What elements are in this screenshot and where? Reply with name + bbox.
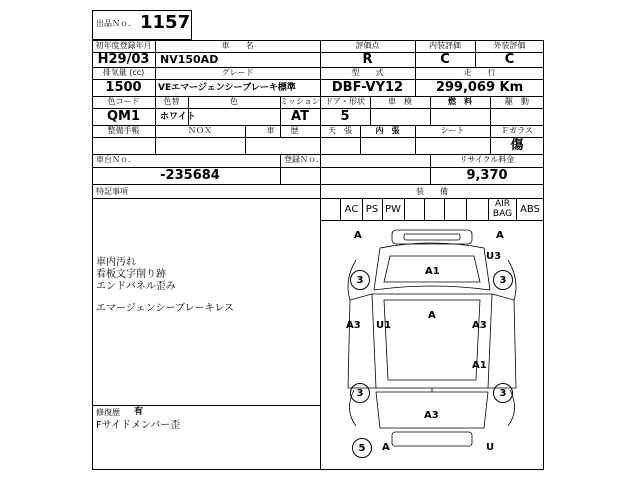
- damage-front-right: A: [496, 230, 504, 241]
- eval-header: 評価点: [355, 41, 380, 50]
- car-name-header: 車 名: [221, 41, 254, 50]
- color-code-header: 色コード: [107, 97, 140, 106]
- year-value: H29/03: [97, 52, 150, 67]
- color-value: ホワイト: [160, 112, 196, 122]
- damage-front-left: A: [354, 230, 362, 241]
- history-header: 車 歴: [266, 126, 299, 135]
- doors-header: ドア・形状: [325, 97, 365, 106]
- nox-header: ＮＯＸ: [188, 126, 212, 135]
- remark-line-3: エンドパネル歪み: [96, 281, 176, 292]
- tire-front-right: 3: [493, 270, 513, 290]
- damage-roof: A: [428, 310, 436, 321]
- grade-header: グレード: [221, 68, 254, 77]
- color-code-value: QM1: [106, 109, 141, 124]
- damage-hood: A1: [425, 266, 440, 277]
- equip-abs: ABS: [520, 204, 540, 215]
- damage-pillar-left: U1: [376, 320, 392, 331]
- equip-ps: PS: [365, 204, 379, 215]
- recycle-value: 9,370: [466, 168, 508, 183]
- tire-front-left: 3: [350, 270, 370, 290]
- drive-header: 駆 動: [505, 97, 529, 106]
- registration-header: 登録Ｎｏ．: [284, 155, 324, 164]
- interior-header: 内装評価: [429, 41, 461, 50]
- sunroof-header: 天 張: [328, 126, 352, 135]
- equip-ac: AC: [344, 204, 359, 215]
- damage-fender-right: U3: [486, 251, 502, 262]
- damage-rear-left: A: [382, 442, 390, 453]
- mileage-value: 299,069 Km: [435, 80, 524, 95]
- lot-label: 出品Ｎｏ．: [96, 19, 136, 28]
- interior-trim-header: 内 張: [375, 126, 400, 135]
- damage-door-right-rear: A1: [472, 360, 487, 371]
- transmission-header: ミッション: [280, 97, 320, 106]
- exterior-header: 外装評価: [493, 41, 526, 50]
- equip-airbag: AIR BAG: [492, 199, 513, 219]
- damage-back-door: A3: [424, 410, 439, 421]
- glass-value: 傷: [510, 138, 524, 153]
- damage-door-right-front: A3: [472, 320, 487, 331]
- chassis-header: 車台Ｎｏ．: [96, 155, 136, 164]
- color-header: 色: [230, 97, 238, 106]
- model-value: DBF-VY12: [331, 80, 404, 95]
- equipment-header: 装 備: [416, 187, 448, 196]
- displacement-header: 排気量 (cc): [102, 68, 145, 77]
- repair-note: Fサイドメンバー歪: [96, 420, 181, 431]
- eval-value: R: [362, 52, 373, 67]
- year-header: 初年度登録年月: [95, 41, 152, 50]
- mileage-header: 走 行: [463, 68, 496, 77]
- transmission-value: AT: [291, 109, 309, 124]
- grade-value: VEエマージェンシーブレーキ標準: [158, 83, 296, 93]
- tire-rear-left: 3: [350, 383, 370, 403]
- remark-line-5: エマージェンシーブレーキレス: [96, 303, 235, 314]
- remarks-header: 特記事項: [96, 187, 128, 196]
- inspection-header: 車 検: [388, 97, 412, 106]
- service-header: 整備手帳: [107, 126, 140, 135]
- chassis-value: -235684: [160, 168, 220, 183]
- doors-value: 5: [340, 109, 350, 124]
- interior-value: C: [440, 52, 450, 67]
- fuel-header: 燃 料: [448, 97, 472, 106]
- remark-line-2: 看板文字削り跡: [96, 269, 166, 280]
- car-diagram: [320, 220, 544, 470]
- displacement-value: 1500: [105, 80, 142, 95]
- glass-header: Ｆガラス: [501, 126, 533, 135]
- lot-number: 1157: [140, 12, 191, 33]
- recycle-header: リサイクル料金: [459, 155, 515, 164]
- spare-tire: 5: [352, 438, 372, 458]
- damage-rear-right: U: [486, 442, 495, 453]
- equip-pw: PW: [385, 204, 401, 215]
- model-header: 型 式: [351, 68, 384, 77]
- seat-header: シート: [440, 126, 465, 135]
- color-alt-header: 色替: [163, 97, 180, 106]
- damage-door-left-front: A3: [346, 320, 361, 331]
- repair-value: 有: [134, 407, 144, 417]
- car-name-value: NV150AD: [160, 53, 219, 66]
- repair-header: 修復歴: [96, 408, 120, 417]
- exterior-value: C: [504, 52, 515, 67]
- remark-line-1: 車内汚れ: [96, 257, 136, 268]
- tire-rear-right: 3: [493, 383, 513, 403]
